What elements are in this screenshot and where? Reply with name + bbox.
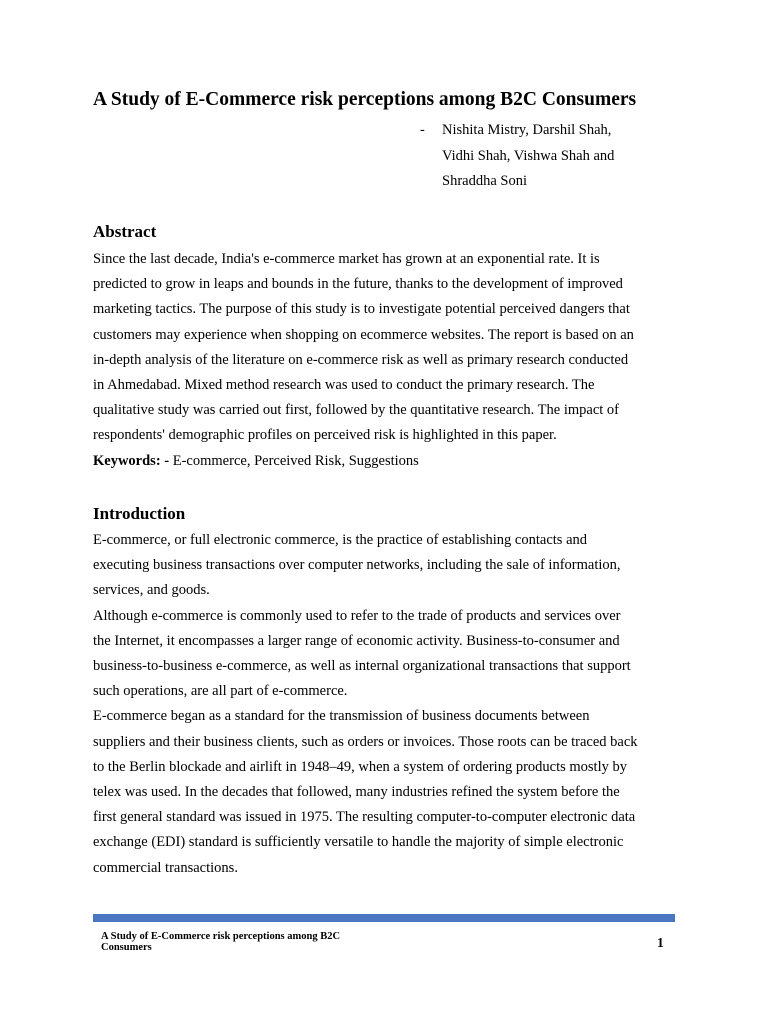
intro-line: E-commerce, or full electronic commerce, is the practice of establishing contacts and — [93, 532, 587, 548]
keywords-line — [93, 449, 683, 474]
abstract-heading: Abstract — [93, 222, 157, 241]
page-number: 1 — [657, 935, 664, 950]
footer-running-title — [101, 931, 421, 953]
abstract-line: respondents' demographic profiles on perceived risk is highlighted in this paper. — [93, 427, 557, 444]
intro-line: exchange (EDI) standard is sufficiently versatile to handle the majority of simple electronic — [93, 834, 624, 851]
abstract-line: predicted to grow in leaps and bounds in the future, thanks to the development of improved — [93, 276, 623, 293]
introduction-heading: Introduction — [93, 504, 186, 523]
intro-line: the Internet, it encompasses a larger range of economic activity. Business-to-consumer and — [93, 632, 620, 649]
author-line: Nishita Mistry, Darshil Shah, — [442, 122, 612, 138]
footer-rule — [93, 914, 675, 922]
footer-title-line: A Study of E-Commerce risk perceptions among B2C — [101, 931, 341, 942]
intro-line: first general standard was issued in 1975. The resulting computer-to-computer electronic data — [93, 809, 636, 826]
footer-title-line: Consumers — [101, 942, 152, 953]
intro-line: E-commerce began as a standard for the transmission of business documents between — [93, 708, 590, 725]
intro-line: such operations, are all part of e-commerce. — [93, 683, 348, 700]
author-names — [442, 118, 702, 195]
intro-line: suppliers and their business clients, such as orders or invoices. Those roots can be traced back — [93, 733, 638, 750]
abstract-line: in-depth analysis of the literature on e-commerce risk as well as primary research conducted — [93, 351, 629, 368]
abstract-line: in Ahmedabad. Mixed method research was used to conduct the primary research. The — [93, 377, 595, 394]
abstract-line: Since the last decade, India's e-commerce market has grown at an exponential rate. It is — [93, 251, 600, 267]
introduction-body — [93, 528, 683, 881]
abstract-line: marketing tactics. The purpose of this study is to investigate potential perceived dangers that — [93, 301, 630, 318]
intro-line: telex was used. In the decades that followed, many industries refined the system before the — [93, 784, 620, 801]
author-line: Shraddha Soni — [442, 173, 527, 189]
keywords-text: E-commerce, Perceived Risk, Suggestions — [169, 452, 419, 469]
intro-line: commercial transactions. — [93, 859, 238, 876]
intro-line: to the Berlin blockade and airlift in 1948–49, when a system of ordering products mostly by — [93, 758, 627, 775]
abstract-line: qualitative study was carried out first, followed by the quantitative research. The impact of — [93, 402, 619, 419]
author-line: Vidhi Shah, Vishwa Shah and — [442, 147, 615, 164]
abstract-line: customers may experience when shopping on ecommerce websites. The report is based on an — [93, 326, 634, 343]
author-dash: - — [420, 122, 425, 138]
intro-line: services, and goods. — [93, 582, 210, 599]
intro-line: business-to-business e-commerce, as well as internal organizational transactions that support — [93, 658, 631, 675]
intro-line: executing business transactions over computer networks, including the sale of information, — [93, 557, 621, 574]
abstract-body — [93, 247, 683, 474]
intro-line: Although e-commerce is commonly used to refer to the trade of products and services over — [93, 607, 621, 624]
paper-title: A Study of E-Commerce risk perceptions among B2C Consumers — [93, 89, 637, 110]
keywords-label: Keywords: - — [93, 452, 170, 469]
